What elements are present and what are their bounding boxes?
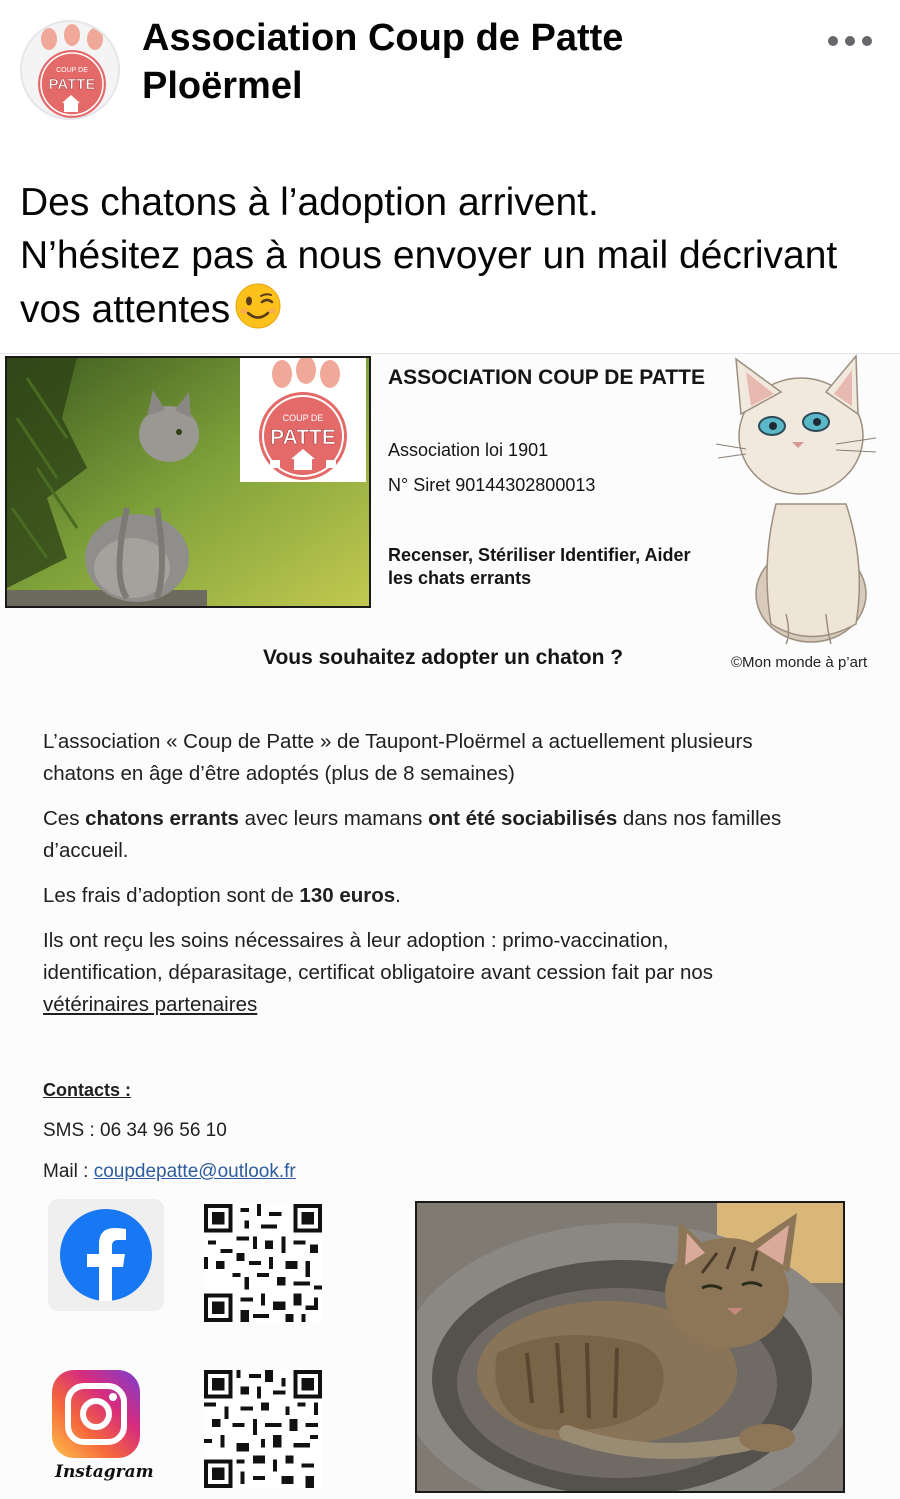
paragraph-fees: Les frais d’adoption sont de 130 euros. bbox=[43, 884, 401, 907]
post-text-line: Des chatons à l’adoption arrivent. bbox=[20, 181, 599, 224]
facebook-qr-code bbox=[204, 1204, 322, 1322]
post-text-line: N’hésitez pas à nous envoyer un mail décrivant bbox=[20, 234, 838, 277]
paw-logo-icon bbox=[240, 358, 366, 482]
more-dot-icon bbox=[828, 36, 838, 46]
contacts-label: Contacts : bbox=[43, 1080, 132, 1100]
winking-face-emoji-icon bbox=[234, 282, 282, 344]
post-text bbox=[20, 176, 890, 344]
flyer-image[interactable] bbox=[0, 353, 900, 1499]
paragraph-sociabilisation: Ces chatons errants avec leurs mamans ont été sociabilisés dans nos familles d’accueil. bbox=[43, 807, 782, 862]
instagram-icon bbox=[52, 1370, 140, 1458]
facebook-icon bbox=[48, 1199, 164, 1311]
illustration-credit: ©Mon monde à p’art bbox=[731, 654, 868, 671]
more-options-button[interactable] bbox=[818, 26, 882, 56]
veterinarians-link[interactable]: vétérinaires partenaires bbox=[43, 993, 258, 1016]
paw-logo-icon bbox=[22, 22, 120, 120]
post-text-line: vos attentes bbox=[20, 282, 890, 344]
paragraph-availability: L’association « Coup de Patte » de Taupont-Ploërmel a actuellement plusieurs chatons en âge d’être adoptés (plus de 8 semaines) bbox=[43, 730, 753, 785]
mail-link[interactable]: coupdepatte@outlook.fr bbox=[93, 1161, 296, 1182]
association-title: ASSOCIATION COUP DE PATTE bbox=[388, 366, 705, 389]
mail-contact: Mail : coupdepatte@outlook.fr bbox=[43, 1161, 296, 1182]
tabby-kitten-photo bbox=[415, 1201, 845, 1493]
page-avatar[interactable] bbox=[20, 20, 120, 120]
svg-text:PATTE: PATTE bbox=[48, 76, 96, 93]
instagram-label: Instagram bbox=[55, 1462, 154, 1482]
svg-text:COUP DE: COUP DE bbox=[56, 67, 88, 74]
association-mission: Recenser, Stériliser Identifier, Aider les chats errants bbox=[388, 545, 691, 588]
more-dot-icon bbox=[845, 36, 855, 46]
paragraph-care: Ils ont reçu les soins nécessaires à leur adoption : primo-vaccination, identification, déparasitage, certificat obligatoire avant cession fait par nos vétérinaires partenaires bbox=[43, 929, 714, 1016]
association-logo bbox=[240, 358, 366, 482]
cat-drawing-illustration bbox=[716, 354, 896, 654]
svg-text:COUP DE: COUP DE bbox=[282, 413, 324, 423]
adoption-question: Vous souhaitez adopter un chaton ? bbox=[263, 646, 624, 669]
association-law: Association loi 1901 bbox=[388, 440, 549, 460]
post-header bbox=[0, 0, 900, 140]
association-siret: N° Siret 90144302800013 bbox=[388, 475, 596, 495]
more-dot-icon bbox=[862, 36, 872, 46]
instagram-qr-code bbox=[204, 1370, 322, 1488]
flyer-body-text bbox=[43, 726, 853, 1034]
sms-contact: SMS : 06 34 96 56 10 bbox=[43, 1120, 227, 1141]
page-name[interactable]: Association Coup de Patte Ploërmel bbox=[142, 17, 624, 107]
svg-text:PATTE: PATTE bbox=[270, 426, 336, 449]
